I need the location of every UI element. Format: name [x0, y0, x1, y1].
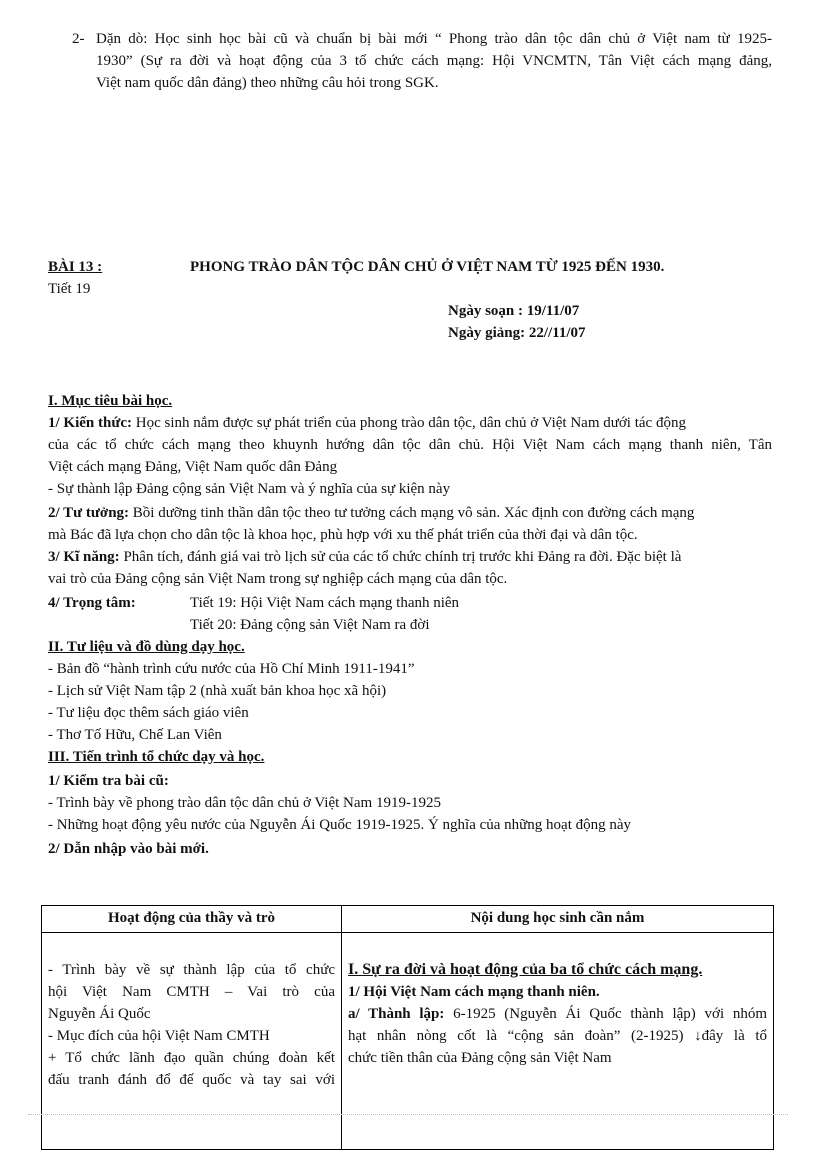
lesson-period: Tiết 19 — [48, 281, 91, 297]
table-cell-left — [42, 933, 342, 1150]
page-bottom-divider — [28, 1114, 788, 1115]
material-item: - Tư liệu đọc thêm sách giáo viên — [48, 705, 249, 721]
left-line: hội Việt Nam CMTH – Vai trò của — [48, 984, 335, 1000]
material-item: - Bản đồ “hành trình cứu nước của Hồ Chí Minh 1911-1941” — [48, 661, 415, 677]
left-line: đấu tranh đánh đổ đế quốc và tay sai với — [48, 1072, 335, 1088]
table-header-student-content: Nội dung học sinh cần nắm — [342, 906, 774, 933]
left-line: Nguyễn Ái Quốc — [48, 1006, 151, 1022]
thought-line-2: mà Bác đã lựa chọn cho dân tộc là khoa học, phù hợp với xu thế phát triển của thời đại và dân tộc. — [48, 527, 638, 543]
knowledge-line-1 — [48, 412, 772, 434]
section-2-heading: II. Tư liệu và đồ dùng dạy học. — [48, 639, 245, 655]
knowledge-line-3: Việt cách mạng Đảng, Việt Nam quốc dân Đảng — [48, 459, 338, 475]
thought-text-1: Bồi dưỡng tinh thần dân tộc theo tư tưởng cách mạng vô sản. Xác định con đường cách mạng — [129, 505, 695, 521]
thought-label: 2/ Tư tưởng: — [48, 505, 130, 521]
thought-line-1 — [48, 502, 694, 524]
homework-line-1: Dặn dò: Học sinh học bài cũ và chuẩn bị bài mới “ Phong trào dân tộc dân chủ ở Việt nam từ 1925- — [96, 31, 772, 47]
homework-line-2: 1930” (Sự ra đời và hoạt động của 3 tổ chức cách mạng: Hội VNCMTN, Tân Việt cách mạng đảng, — [96, 53, 772, 69]
right-subheading: 1/ Hội Việt Nam cách mạng thanh niên. — [348, 984, 600, 1000]
review-item: - Trình bày về phong trào dân tộc dân chủ ở Việt Nam 1919-1925 — [48, 795, 441, 811]
knowledge-label: 1/ Kiến thức: — [48, 415, 132, 431]
founding-text-2: hạt nhân nòng cốt là “cộng sản đoàn” (2-1925) — [348, 1028, 695, 1044]
material-item: - Thơ Tố Hữu, Chế Lan Viên — [48, 727, 222, 743]
table-cell-right — [342, 933, 774, 1150]
section-3-heading: III. Tiến trình tổ chức dạy và học. — [48, 749, 265, 765]
skill-label: 3/ Kĩ năng: — [48, 549, 120, 565]
date-taught: Ngày giảng: 22//11/07 — [448, 325, 586, 341]
lesson-title: PHONG TRÀO DÂN TỘC DÂN CHỦ Ở VIỆT NAM TỪ 1925 ĐẾN 1930. — [190, 259, 665, 275]
review-label: 1/ Kiểm tra bài cũ: — [48, 773, 169, 789]
lesson-label: BÀI 13 : — [48, 259, 103, 275]
founding-label: a/ Thành lập: — [348, 1006, 445, 1022]
intro-label: 2/ Dẫn nhập vào bài mới. — [48, 841, 209, 857]
focus-item-1: Tiết 19: Hội Việt Nam cách mạng thanh niên — [190, 595, 460, 611]
right-line-1 — [348, 1003, 767, 1025]
review-item: - Những hoạt động yêu nước của Nguyễn Ái Quốc 1919-1925. Ý nghĩa của những hoạt động này — [48, 817, 632, 833]
skill-line-1 — [48, 546, 681, 568]
skill-line-2: vai trò của Đảng cộng sản Việt Nam trong sự nghiệp cách mạng của dân tộc. — [48, 571, 508, 587]
section-1-heading: I. Mục tiêu bài học. — [48, 393, 173, 409]
right-line-3: chức tiền thân của Đảng cộng sản Việt Nam — [348, 1050, 612, 1066]
focus-label: 4/ Trọng tâm: — [48, 595, 136, 611]
right-heading: I. Sự ra đời và hoạt động của ba tổ chức cách mạng. — [348, 961, 703, 978]
date-prepared: Ngày soạn : 19/11/07 — [448, 303, 580, 319]
left-line: + Tổ chức lãnh đạo quần chúng đoàn kết — [48, 1050, 335, 1066]
homework-number: 2- — [72, 31, 85, 47]
homework-line-3: Việt nam quốc dân đảng) theo những câu hỏi trong SGK. — [96, 75, 439, 91]
right-line-2 — [348, 1025, 767, 1047]
table-header-teacher-activity: Hoạt động của thầy và trò — [42, 906, 342, 933]
left-line: - Mục đích của hội Việt Nam CMTH — [48, 1028, 270, 1044]
left-line: - Trình bày về sự thành lập của tổ chức — [48, 962, 335, 978]
knowledge-line-2: của các tổ chức cách mạng theo khuynh hướng dân tộc dân chủ. Hội Việt Nam cách mạng thanh niên, Tân — [48, 437, 772, 453]
focus-item-2: Tiết 20: Đảng cộng sản Việt Nam ra đời — [190, 617, 430, 633]
knowledge-line-4: - Sự thành lập Đảng cộng sản Việt Nam và ý nghĩa của sự kiện này — [48, 481, 451, 497]
material-item: - Lịch sử Việt Nam tập 2 (nhà xuất bản khoa học xã hội) — [48, 683, 387, 699]
skill-text-1: Phân tích, đánh giá vai trò lịch sử của các tổ chức chính trị trước khi Đảng ra đời. Đặc biệt là — [119, 549, 682, 565]
knowledge-text-1: Học sinh nắm được sự phát triển của phong trào dân tộc, dân chủ ở Việt Nam dưới tác động — [132, 415, 686, 431]
founding-text: 6-1925 (Nguyễn Ái Quốc thành lập) với nhóm — [444, 1006, 767, 1022]
founding-text-3: đây là tổ — [701, 1028, 767, 1044]
arrow-down-icon: ↓ — [694, 1028, 702, 1044]
